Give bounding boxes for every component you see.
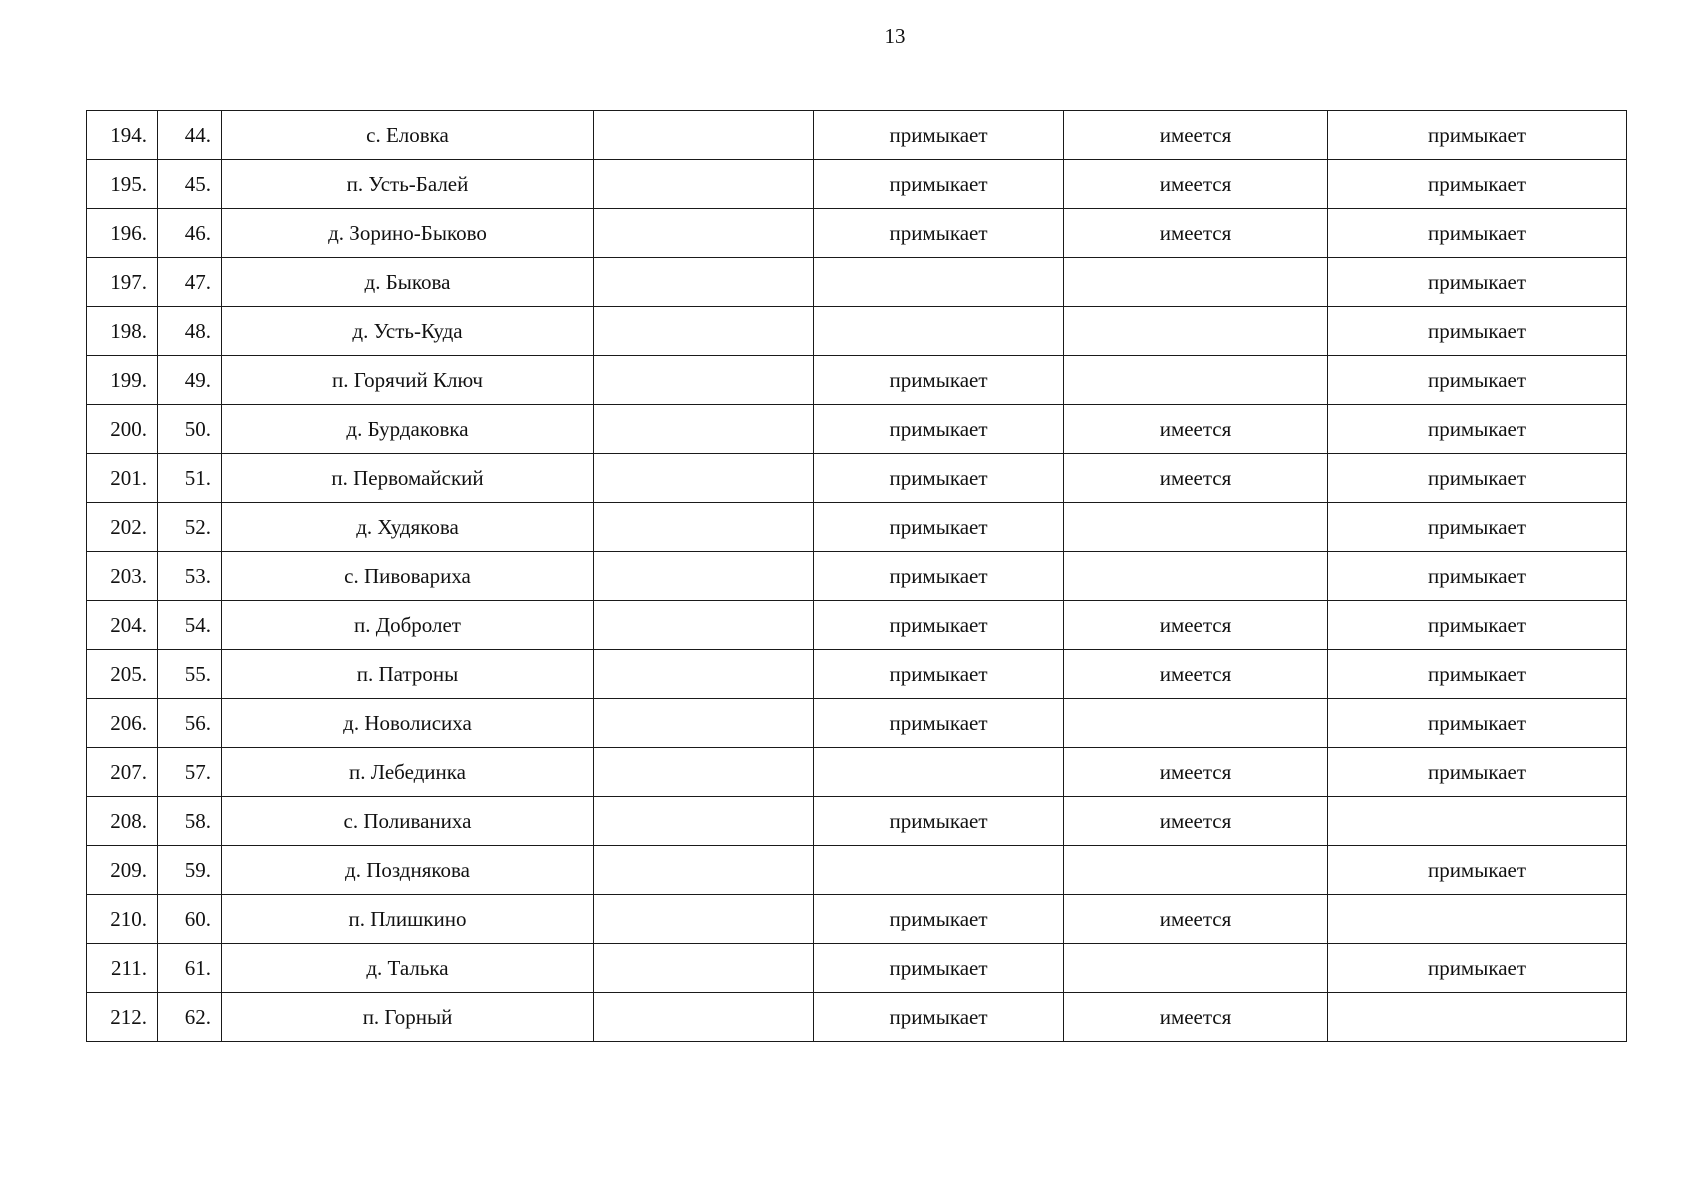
cell-column-7: [1328, 895, 1627, 944]
cell-column-7: [1328, 993, 1627, 1042]
cell-column-4: [594, 258, 814, 307]
cell-column-7: примыкает: [1328, 160, 1627, 209]
settlements-table: [86, 110, 1627, 1042]
cell-column-7: примыкает: [1328, 944, 1627, 993]
table-row: [87, 111, 1627, 160]
cell-column-4: [594, 748, 814, 797]
cell-row-number: 209.: [87, 846, 158, 895]
table-row: [87, 797, 1627, 846]
cell-column-4: [594, 160, 814, 209]
table-row: [87, 503, 1627, 552]
cell-column-5: примыкает: [814, 601, 1064, 650]
cell-sub-number: 52.: [158, 503, 222, 552]
table-row: [87, 405, 1627, 454]
cell-row-number: 205.: [87, 650, 158, 699]
cell-column-6: имеется: [1064, 895, 1328, 944]
cell-sub-number: 54.: [158, 601, 222, 650]
cell-column-6: [1064, 503, 1328, 552]
cell-column-5: примыкает: [814, 209, 1064, 258]
cell-row-number: 194.: [87, 111, 158, 160]
cell-column-5: примыкает: [814, 650, 1064, 699]
cell-column-4: [594, 797, 814, 846]
cell-settlement-name: с. Еловка: [222, 111, 594, 160]
cell-column-7: примыкает: [1328, 503, 1627, 552]
page-number: 13: [884, 24, 906, 48]
cell-column-4: [594, 601, 814, 650]
cell-column-4: [594, 356, 814, 405]
cell-settlement-name: д. Новолисиха: [222, 699, 594, 748]
cell-sub-number: 50.: [158, 405, 222, 454]
cell-column-4: [594, 993, 814, 1042]
cell-column-5: [814, 307, 1064, 356]
cell-column-7: примыкает: [1328, 209, 1627, 258]
cell-row-number: 212.: [87, 993, 158, 1042]
cell-column-6: [1064, 552, 1328, 601]
cell-column-5: примыкает: [814, 699, 1064, 748]
cell-settlement-name: п. Патроны: [222, 650, 594, 699]
cell-sub-number: 60.: [158, 895, 222, 944]
table-row: [87, 944, 1627, 993]
cell-column-4: [594, 111, 814, 160]
cell-column-6: имеется: [1064, 111, 1328, 160]
cell-column-7: примыкает: [1328, 454, 1627, 503]
cell-row-number: 204.: [87, 601, 158, 650]
table-row: [87, 552, 1627, 601]
cell-sub-number: 58.: [158, 797, 222, 846]
cell-column-5: примыкает: [814, 405, 1064, 454]
cell-sub-number: 44.: [158, 111, 222, 160]
cell-column-7: примыкает: [1328, 650, 1627, 699]
cell-column-5: примыкает: [814, 797, 1064, 846]
cell-column-4: [594, 650, 814, 699]
cell-sub-number: 62.: [158, 993, 222, 1042]
table-row: [87, 895, 1627, 944]
cell-column-5: примыкает: [814, 160, 1064, 209]
cell-settlement-name: д. Талька: [222, 944, 594, 993]
cell-settlement-name: п. Усть-Балей: [222, 160, 594, 209]
cell-settlement-name: п. Первомайский: [222, 454, 594, 503]
cell-row-number: 197.: [87, 258, 158, 307]
cell-column-6: имеется: [1064, 797, 1328, 846]
cell-column-7: примыкает: [1328, 699, 1627, 748]
cell-row-number: 208.: [87, 797, 158, 846]
cell-column-4: [594, 405, 814, 454]
cell-column-6: имеется: [1064, 405, 1328, 454]
cell-column-4: [594, 699, 814, 748]
cell-settlement-name: д. Усть-Куда: [222, 307, 594, 356]
cell-column-6: имеется: [1064, 601, 1328, 650]
cell-row-number: 200.: [87, 405, 158, 454]
cell-column-5: примыкает: [814, 454, 1064, 503]
cell-column-7: примыкает: [1328, 405, 1627, 454]
cell-column-5: примыкает: [814, 503, 1064, 552]
table-row: [87, 209, 1627, 258]
cell-settlement-name: п. Плишкино: [222, 895, 594, 944]
cell-column-6: имеется: [1064, 748, 1328, 797]
cell-sub-number: 47.: [158, 258, 222, 307]
cell-sub-number: 57.: [158, 748, 222, 797]
cell-settlement-name: с. Пивовариха: [222, 552, 594, 601]
table-body: [87, 111, 1627, 1042]
cell-row-number: 196.: [87, 209, 158, 258]
cell-row-number: 206.: [87, 699, 158, 748]
cell-column-6: [1064, 307, 1328, 356]
cell-column-5: [814, 258, 1064, 307]
cell-column-6: [1064, 846, 1328, 895]
cell-row-number: 210.: [87, 895, 158, 944]
cell-settlement-name: п. Горный: [222, 993, 594, 1042]
cell-column-7: примыкает: [1328, 111, 1627, 160]
cell-row-number: 211.: [87, 944, 158, 993]
table-row: [87, 748, 1627, 797]
cell-column-6: имеется: [1064, 209, 1328, 258]
cell-row-number: 201.: [87, 454, 158, 503]
cell-column-5: примыкает: [814, 111, 1064, 160]
cell-column-6: имеется: [1064, 454, 1328, 503]
cell-sub-number: 56.: [158, 699, 222, 748]
table-row: [87, 650, 1627, 699]
cell-column-5: примыкает: [814, 993, 1064, 1042]
cell-column-7: примыкает: [1328, 846, 1627, 895]
cell-settlement-name: п. Горячий Ключ: [222, 356, 594, 405]
cell-column-6: [1064, 258, 1328, 307]
table-row: [87, 699, 1627, 748]
cell-column-5: примыкает: [814, 944, 1064, 993]
table-row: [87, 601, 1627, 650]
cell-settlement-name: д. Бурдаковка: [222, 405, 594, 454]
cell-column-7: примыкает: [1328, 552, 1627, 601]
cell-column-6: [1064, 699, 1328, 748]
cell-column-5: примыкает: [814, 895, 1064, 944]
cell-sub-number: 49.: [158, 356, 222, 405]
cell-column-5: примыкает: [814, 356, 1064, 405]
cell-column-5: [814, 846, 1064, 895]
cell-settlement-name: д. Худякова: [222, 503, 594, 552]
cell-column-6: [1064, 944, 1328, 993]
cell-column-6: имеется: [1064, 160, 1328, 209]
cell-sub-number: 45.: [158, 160, 222, 209]
cell-column-4: [594, 944, 814, 993]
table-row: [87, 258, 1627, 307]
cell-column-7: примыкает: [1328, 307, 1627, 356]
cell-column-4: [594, 503, 814, 552]
cell-column-4: [594, 895, 814, 944]
cell-column-6: имеется: [1064, 650, 1328, 699]
cell-settlement-name: п. Лебединка: [222, 748, 594, 797]
cell-settlement-name: д. Зорино-Быково: [222, 209, 594, 258]
table-row: [87, 846, 1627, 895]
cell-column-7: примыкает: [1328, 601, 1627, 650]
cell-row-number: 198.: [87, 307, 158, 356]
cell-settlement-name: п. Добролет: [222, 601, 594, 650]
table-row: [87, 993, 1627, 1042]
cell-row-number: 195.: [87, 160, 158, 209]
cell-row-number: 199.: [87, 356, 158, 405]
cell-sub-number: 55.: [158, 650, 222, 699]
cell-sub-number: 53.: [158, 552, 222, 601]
cell-column-7: примыкает: [1328, 258, 1627, 307]
cell-column-7: примыкает: [1328, 748, 1627, 797]
table-row: [87, 307, 1627, 356]
cell-sub-number: 46.: [158, 209, 222, 258]
cell-column-4: [594, 454, 814, 503]
cell-column-4: [594, 307, 814, 356]
cell-sub-number: 61.: [158, 944, 222, 993]
table-row: [87, 160, 1627, 209]
table-row: [87, 356, 1627, 405]
cell-column-4: [594, 846, 814, 895]
table-row: [87, 454, 1627, 503]
cell-column-7: примыкает: [1328, 356, 1627, 405]
cell-settlement-name: с. Поливаниха: [222, 797, 594, 846]
cell-column-7: [1328, 797, 1627, 846]
cell-column-5: примыкает: [814, 552, 1064, 601]
cell-row-number: 207.: [87, 748, 158, 797]
cell-settlement-name: д. Позднякова: [222, 846, 594, 895]
cell-column-5: [814, 748, 1064, 797]
cell-row-number: 202.: [87, 503, 158, 552]
cell-row-number: 203.: [87, 552, 158, 601]
cell-settlement-name: д. Быкова: [222, 258, 594, 307]
cell-column-4: [594, 209, 814, 258]
cell-sub-number: 51.: [158, 454, 222, 503]
cell-sub-number: 59.: [158, 846, 222, 895]
cell-sub-number: 48.: [158, 307, 222, 356]
cell-column-6: имеется: [1064, 993, 1328, 1042]
cell-column-6: [1064, 356, 1328, 405]
cell-column-4: [594, 552, 814, 601]
